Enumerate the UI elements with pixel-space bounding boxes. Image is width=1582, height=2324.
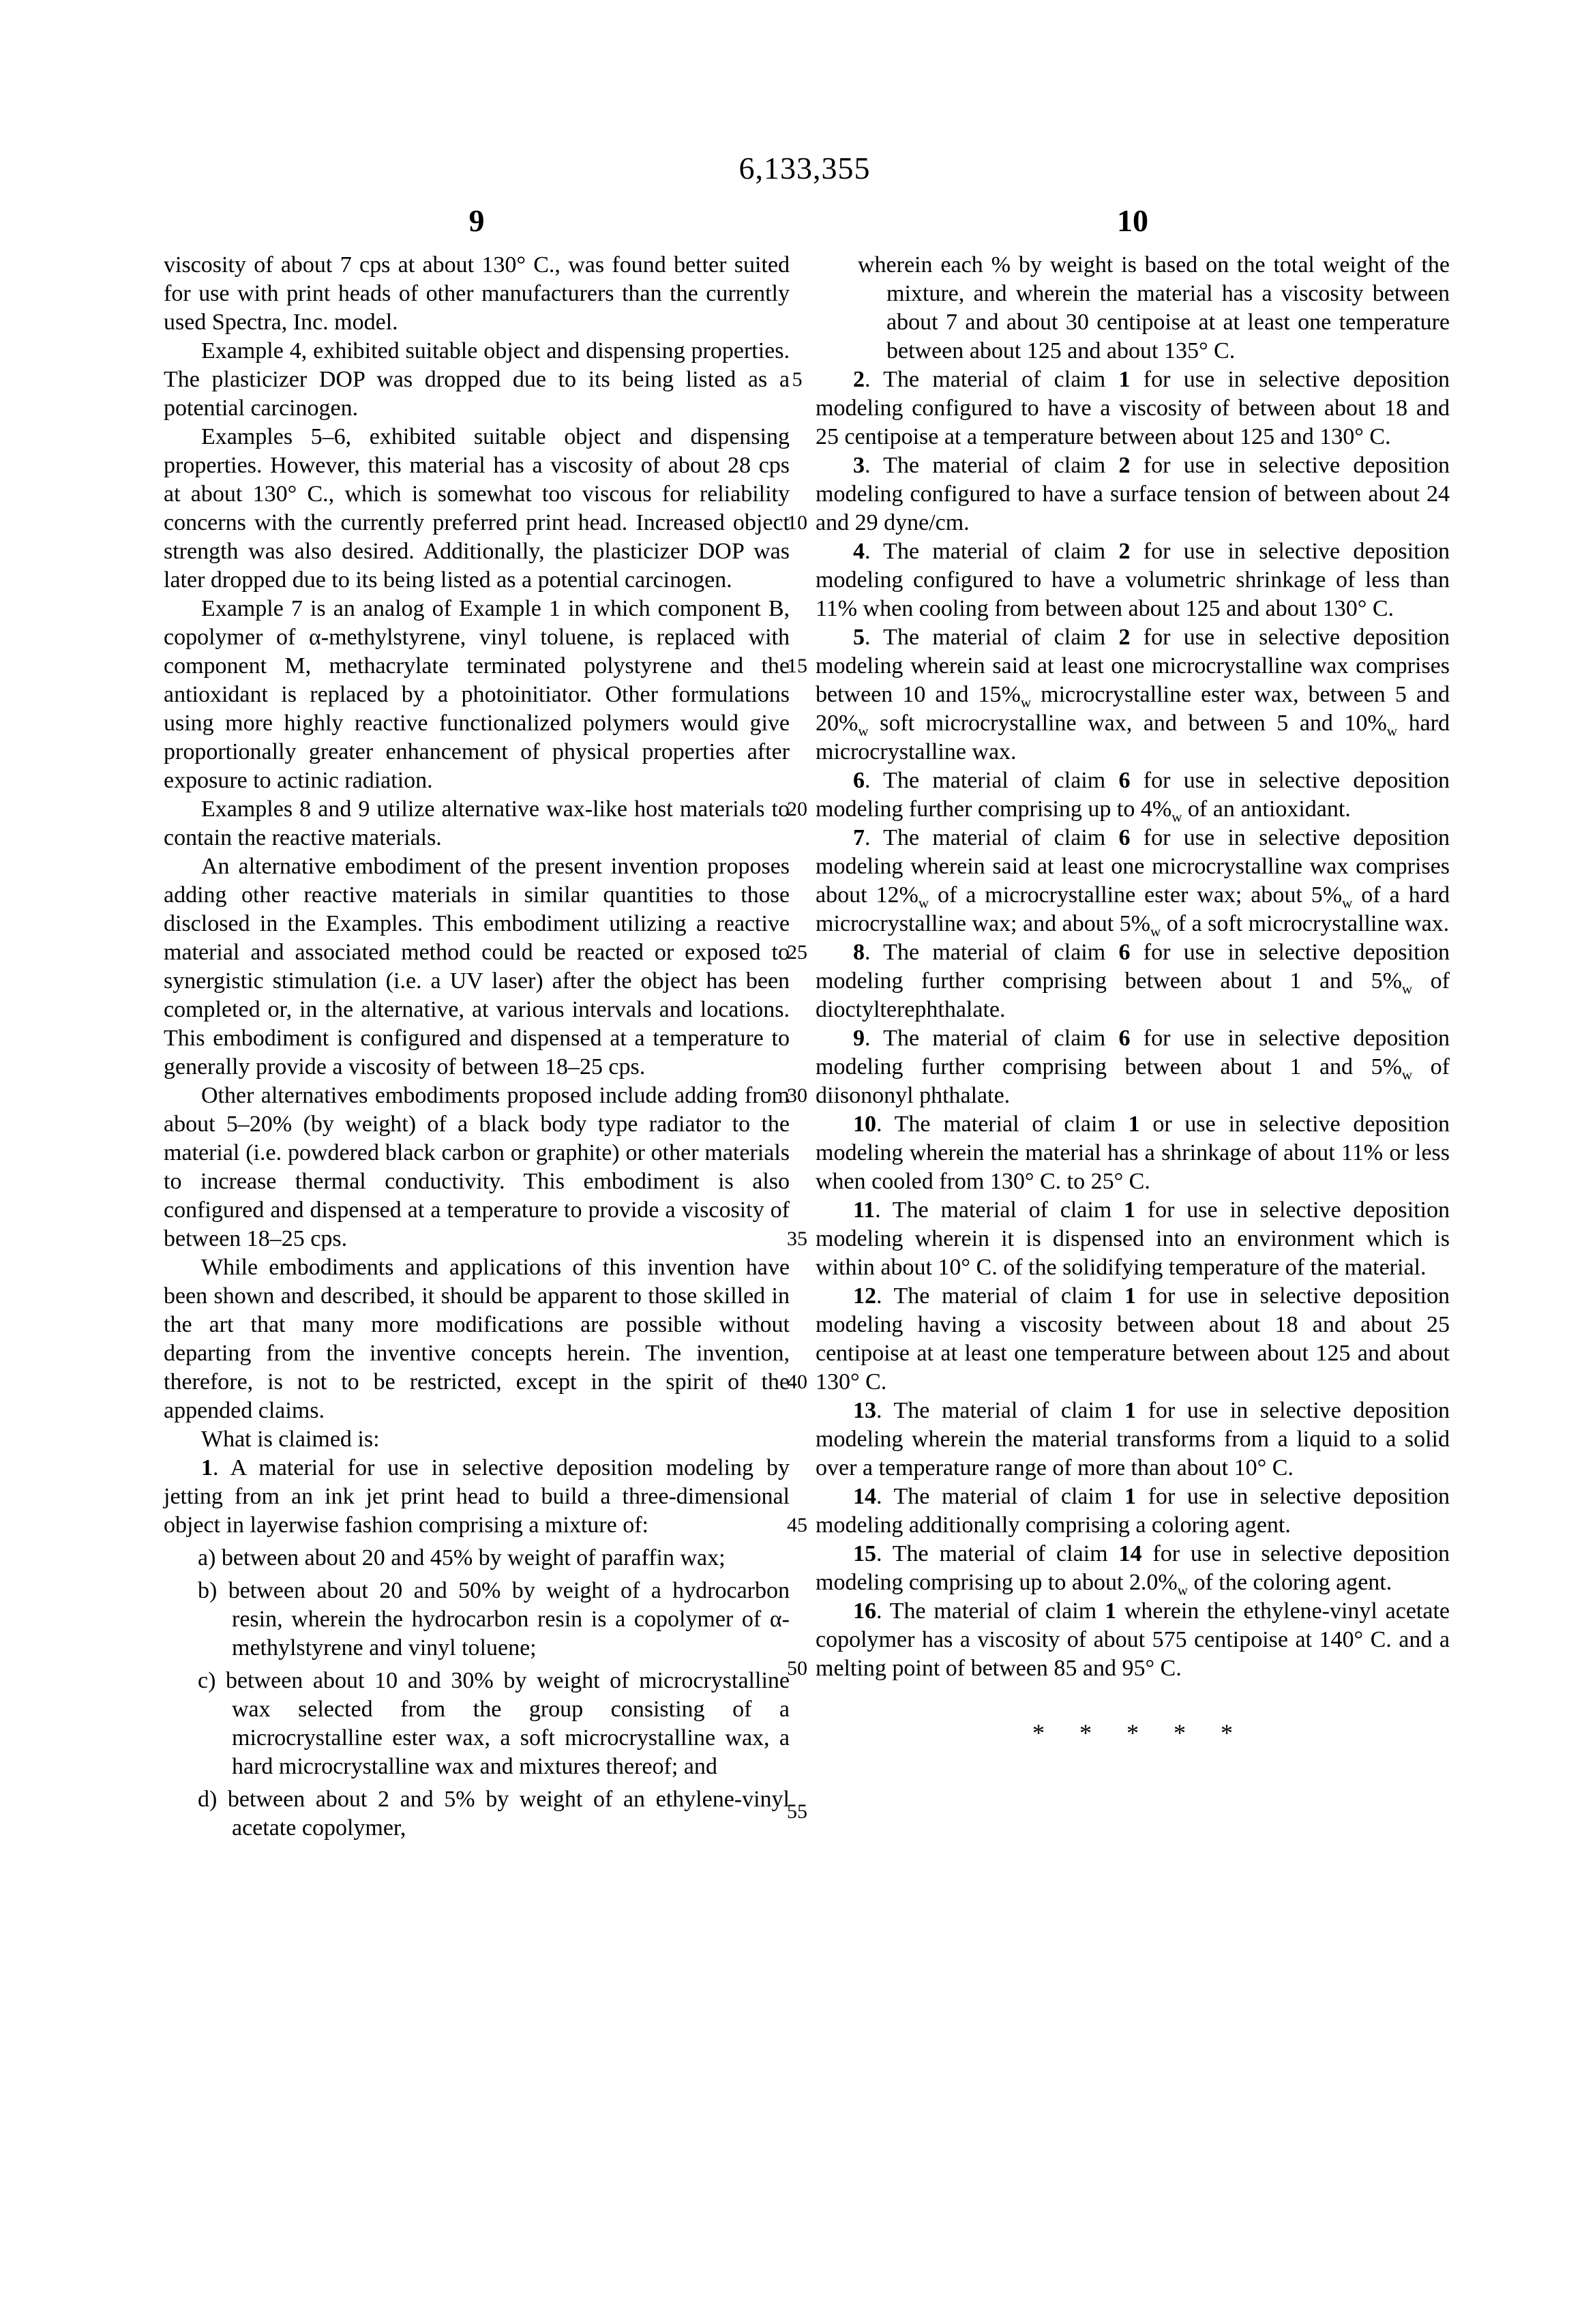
patent-number: 6,133,355 [738, 151, 871, 185]
line-number-30: 30 [787, 1084, 807, 1107]
line-number-10: 10 [787, 511, 807, 534]
claim-1-clause-d: d) between about 2 and 5% by weight of an ethylene-vinyl acetate copolymer, [198, 1787, 790, 1841]
line-number-50: 50 [787, 1657, 807, 1680]
column-number-right: 10 [1117, 203, 1148, 238]
claim-2: 2. The material of claim 1 for use in selective deposition modeling configured to have a viscosity of between about 18 and 25 centipoise at a temperature between about 125 and 130° C. [816, 367, 1450, 449]
claim-1-wherein-clause: wherein each % by weight is based on the total weight of the mixture, and wherein the material has a viscosity between about 7 and about 30 centipoise at at least one temperature between about 125 and about 135° C. [858, 252, 1450, 363]
claim-1-intro: 1. A material for use in selective deposition modeling by jetting from an ink jet print head to build a three-dimensional object in layerwise fashion comprising a mixture of: [164, 1455, 790, 1538]
line-number-35: 35 [787, 1227, 807, 1250]
line-number-25: 25 [787, 941, 807, 964]
claim-5: 5. The material of claim 2 for use in selective deposition modeling wherein said at least one microcrystalline wax comprises between 10 and $15\%_w$ microcrystalline ester wax, between 5 and $20\%_w$ soft microcrystalline wax, and between 5 and $10\%_w$ hard microcrystalline wax. [816, 625, 1450, 764]
claim-14: 14. The material of claim 1 for use in selective deposition modeling additionally comprising a coloring agent. [816, 1484, 1450, 1538]
paragraph-other-alts: Other alternatives embodiments proposed include adding from about 5–20% (by weight) of a black body type radiator to the material (i.e. powdered black carbon or graphite) or other materials to increase thermal conductivity. This embodiment is also configured and dispensed at a temperature to provide a viscosity of between 18–25 cps. [164, 1083, 790, 1251]
claim-8: 8. The material of claim 6 for use in selective deposition modeling further comprising between about 1 and $5\%_w$ of dioctylterephthalate. [816, 940, 1450, 1022]
line-number-45: 45 [787, 1514, 807, 1536]
claim-1-clause-c: c) between about 10 and 30% by weight of microcrystalline wax selected from the group consisting of a microcrystalline ester wax, a soft microcrystalline wax, a hard microcrystalline wax and mixtures thereof; and [198, 1668, 790, 1779]
end-of-claims-marker: * * * * * [1032, 1719, 1233, 1746]
claim-11: 11. The material of claim 1 for use in selective deposition modeling wherein it is dispensed into an environment which is within about 10° C. of the solidifying temperature of the material. [816, 1197, 1450, 1280]
paragraph-alt-embodiment: An alternative embodiment of the present invention proposes adding other reactive materials in similar quantities to those disclosed in the Examples. This embodiment utilizing a reactive material and associated method could be reacted or exposed to synergistic stimulation (i.e. a UV laser) after the object has been completed or, in the alternative, at various intervals and locations. This embodiment is configured and dispensed at a temperature to generally provide a viscosity of between 18–25 cps. [164, 854, 790, 1079]
left-column [164, 251, 790, 1843]
claim-16: 16. The material of claim 1 wherein the ethylene-vinyl acetate copolymer has a viscosity of about 575 centipoise at 140° C. and a melting point of between 85 and 95° C. [816, 1598, 1450, 1681]
claim-1-clause-a: a) between about 20 and 45% by weight of paraffin wax; [198, 1545, 726, 1570]
paragraph-example-7: Example 7 is an analog of Example 1 in which component B, copolymer of α-methylstyrene, vinyl toluene, is replaced with component M, methacrylate terminated polystyrene and the antioxidant is replaced by a photoinitiator. Other formulations using more highly reactive functionalized polymers would give proportionally greater enhancement of physical properties after exposure to actinic radiation. [164, 596, 790, 793]
column-number-left: 9 [468, 203, 485, 238]
paragraph-continuation: viscosity of about 7 cps at about 130° C., was found better suited for use with print heads of other manufacturers than the currently used Spectra, Inc. model. [164, 252, 790, 335]
line-number-20: 20 [787, 798, 807, 820]
right-column [816, 251, 1450, 1747]
paragraph-what-is-claimed: What is claimed is: [201, 1427, 380, 1452]
claim-10: 10. The material of claim 1 or use in selective deposition modeling wherein the material has a shrinkage of about 11% or less when cooled from 130° C. to 25° C. [816, 1112, 1450, 1194]
claim-1-clause-b: b) between about 20 and 50% by weight of a hydrocarbon resin, wherein the hydrocarbon resin is a copolymer of α-methylstyrene and vinyl toluene; [198, 1578, 790, 1660]
claim-9: 9. The material of claim 6 for use in selective deposition modeling further comprising between about 1 and $5\%_w$ of diisononyl phthalate. [816, 1026, 1450, 1108]
line-number-5: 5 [792, 368, 803, 391]
paragraph-examples-8-9: Examples 8 and 9 utilize alternative wax-like host materials to contain the reactive materials. [164, 796, 790, 850]
claim-12: 12. The material of claim 1 for use in selective deposition modeling having a viscosity between about 18 and about 25 centipoise at at least one temperature between about 125 and about 130° C. [816, 1283, 1450, 1395]
line-number-40: 40 [787, 1371, 807, 1393]
claim-6: 6. The material of claim 6 for use in selective deposition modeling further comprising up to $4\%_w$ of an antioxidant. [816, 768, 1450, 825]
paragraph-while-embodiments: While embodiments and applications of this invention have been shown and described, it should be apparent to those skilled in the art that many more modifications are possible without departing from the inventive concepts herein. The invention, therefore, is not to be restricted, except in the spirit of the appended claims. [164, 1255, 790, 1423]
paragraph-example-4: Example 4, exhibited suitable object and dispensing properties. The plasticizer DOP was dropped due to its being listed as a potential carcinogen. [164, 338, 790, 421]
claim-3: 3. The material of claim 2 for use in selective deposition modeling configured to have a surface tension of between about 24 and 29 dyne/cm. [816, 453, 1450, 535]
claim-15: 15. The material of claim 14 for use in selective deposition modeling comprising up to about $2.0\%_w$ of the coloring agent. [816, 1541, 1450, 1598]
claim-7: 7. The material of claim 6 for use in selective deposition modeling wherein said at least one microcrystalline wax comprises about $12\%_w$ of a microcrystalline ester wax; about $5\%_w$ of a hard microcrystalline wax; and about $5\%_w$ of a soft microcrystalline wax. [816, 825, 1450, 940]
line-number-55: 55 [787, 1800, 807, 1823]
line-number-15: 15 [787, 655, 807, 677]
claim-13: 13. The material of claim 1 for use in selective deposition modeling wherein the material transforms from a liquid to a solid over a temperature range of more than about 10° C. [816, 1398, 1450, 1480]
claim-4: 4. The material of claim 2 for use in selective deposition modeling configured to have a volumetric shrinkage of less than 11% when cooling from between about 125 and about 130° C. [816, 539, 1450, 621]
paragraph-examples-5-6: Examples 5–6, exhibited suitable object and dispensing properties. However, this material has a viscosity of about 28 cps at about 130° C., which is somewhat too viscous for reliability concerns with the currently preferred print head. Increased object strength was also desired. Additionally, the plasticizer DOP was later dropped due to its being listed as a potential carcinogen. [164, 424, 790, 593]
